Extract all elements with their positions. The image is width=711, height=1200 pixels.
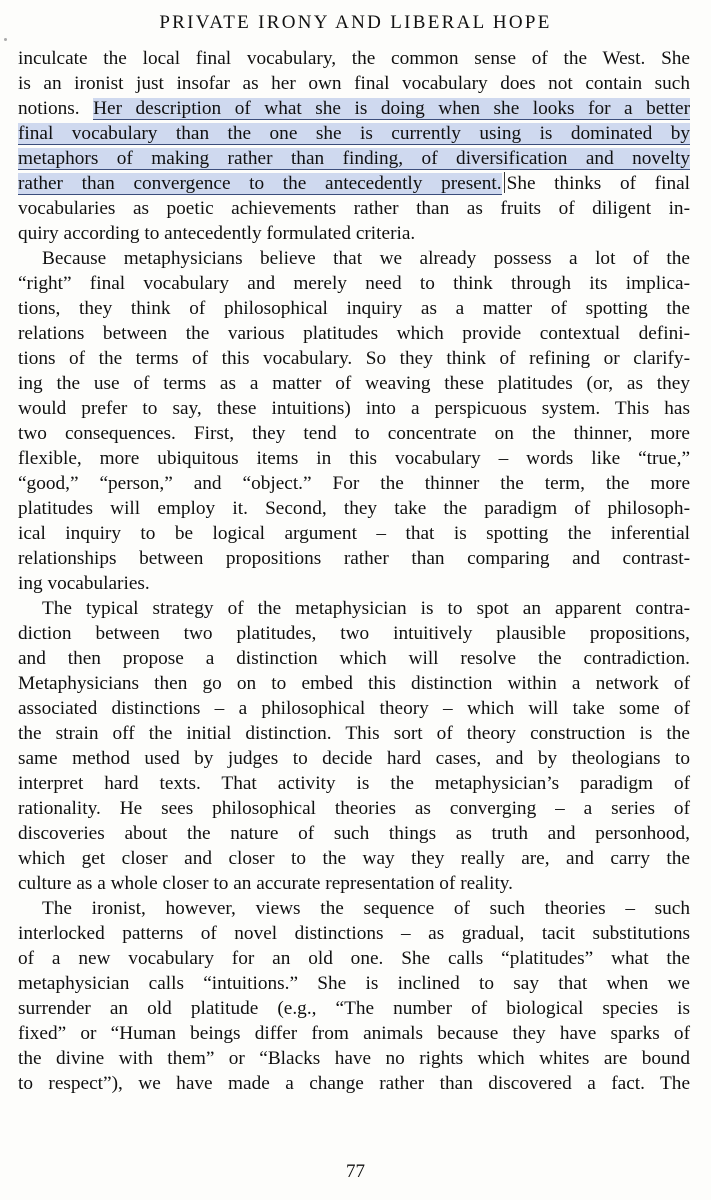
text-line bbox=[18, 96, 690, 121]
text-line: ing the use of terms as a matter of weaving these platitudes (or, as they bbox=[18, 373, 690, 394]
text-line: Because metaphysicians believe that we already possess a lot of the bbox=[42, 248, 690, 269]
text-line: interlocked patterns of novel distinctions – as gradual, tacit substitutions bbox=[18, 923, 690, 944]
line-text-segment: She thinks of final bbox=[506, 173, 690, 194]
selection-handle[interactable] bbox=[504, 172, 505, 193]
text-line: the divine with them” or “Blacks have no rights which whites are bound bbox=[18, 1048, 690, 1069]
text-line: of a new vocabulary for an old one. She calls “platitudes” what the bbox=[18, 948, 690, 969]
text-line: which get closer and closer to the way they really are, and carry the bbox=[18, 848, 690, 869]
text-line: inculcate the local final vocabulary, the common sense of the West. She bbox=[18, 48, 690, 69]
highlighted-passage[interactable]: rather than convergence to the antecedently present. bbox=[18, 173, 502, 194]
text-line bbox=[18, 146, 690, 171]
text-line: diction between two platitudes, two intuitively plausible propositions, bbox=[18, 623, 690, 644]
text-line: quiry according to antecedently formulated criteria. bbox=[18, 223, 416, 244]
text-line bbox=[18, 171, 690, 196]
text-line: The ironist, however, views the sequence of such theories – such bbox=[42, 898, 690, 919]
text-line: fixed” or “Human beings differ from animals because they have sparks of bbox=[18, 1023, 690, 1044]
text-line: Metaphysicians then go on to embed this distinction within a network of bbox=[18, 673, 690, 694]
text-line: and then propose a distinction which will resolve the contradiction. bbox=[18, 648, 690, 669]
text-line: relationships between propositions rather than comparing and contrast- bbox=[18, 548, 690, 569]
text-line: relations between the various platitudes which provide contextual defini- bbox=[18, 323, 690, 344]
line-text-segment: notions. bbox=[18, 98, 94, 119]
text-line: interpret hard texts. That activity is the metaphysician’s paradigm of bbox=[18, 773, 690, 794]
text-line: flexible, more ubiquitous items in this vocabulary – words like “true,” bbox=[18, 448, 690, 469]
text-line: associated distinctions – a philosophical theory – which will take some of bbox=[18, 698, 690, 719]
text-line: “right” final vocabulary and merely need to think through its implica- bbox=[18, 273, 690, 294]
running-head: PRIVATE IRONY AND LIBERAL HOPE bbox=[159, 12, 552, 33]
text-line: The typical strategy of the metaphysician is to spot an apparent contra- bbox=[42, 598, 690, 619]
highlighted-passage[interactable]: metaphors of making rather than finding, of diversification and novelty bbox=[18, 148, 690, 169]
page-number: 77 bbox=[346, 1161, 365, 1182]
text-line: vocabularies as poetic achievements rather than as fruits of diligent in- bbox=[18, 198, 690, 219]
text-line: tions of the terms of this vocabulary. So they think of refining or clarify- bbox=[18, 348, 690, 369]
text-line: metaphysician calls “intuitions.” She is inclined to say that when we bbox=[18, 973, 690, 994]
text-line: ical inquiry to be logical argument – that is spotting the inferential bbox=[18, 523, 690, 544]
body-text bbox=[18, 46, 690, 1096]
text-line: ing vocabularies. bbox=[18, 573, 150, 594]
text-line: the strain off the initial distinction. This sort of theory construction is the bbox=[18, 723, 690, 744]
margin-speck bbox=[4, 38, 7, 41]
text-line: tions, they think of philosophical inquiry as a matter of spotting the bbox=[18, 298, 690, 319]
text-line bbox=[18, 121, 690, 146]
text-line: two consequences. First, they tend to concentrate on the thinner, more bbox=[18, 423, 690, 444]
text-line: discoveries about the nature of such things as truth and personhood, bbox=[18, 823, 690, 844]
highlighted-passage[interactable]: final vocabulary than the one she is currently using is dominated by bbox=[18, 123, 690, 144]
text-line: surrender an old platitude (e.g., “The number of biological species is bbox=[18, 998, 690, 1019]
text-line: culture as a whole closer to an accurate representation of reality. bbox=[18, 873, 514, 894]
text-line: platitudes will employ it. Second, they take the paradigm of philosoph- bbox=[18, 498, 690, 519]
text-line: same method used by judges to decide hard cases, and by theologians to bbox=[18, 748, 690, 769]
text-line: rationality. He sees philosophical theories as converging – a series of bbox=[18, 798, 690, 819]
text-line: to respect”), we have made a change rather than discovered a fact. The bbox=[18, 1073, 690, 1094]
text-line: would prefer to say, these intuitions) into a perspicuous system. This has bbox=[18, 398, 690, 419]
text-line: “good,” “person,” and “object.” For the thinner the term, the more bbox=[18, 473, 690, 494]
highlighted-passage[interactable]: Her description of what she is doing when she looks for a better bbox=[93, 98, 690, 119]
text-line: is an ironist just insofar as her own final vocabulary does not contain such bbox=[18, 73, 690, 94]
